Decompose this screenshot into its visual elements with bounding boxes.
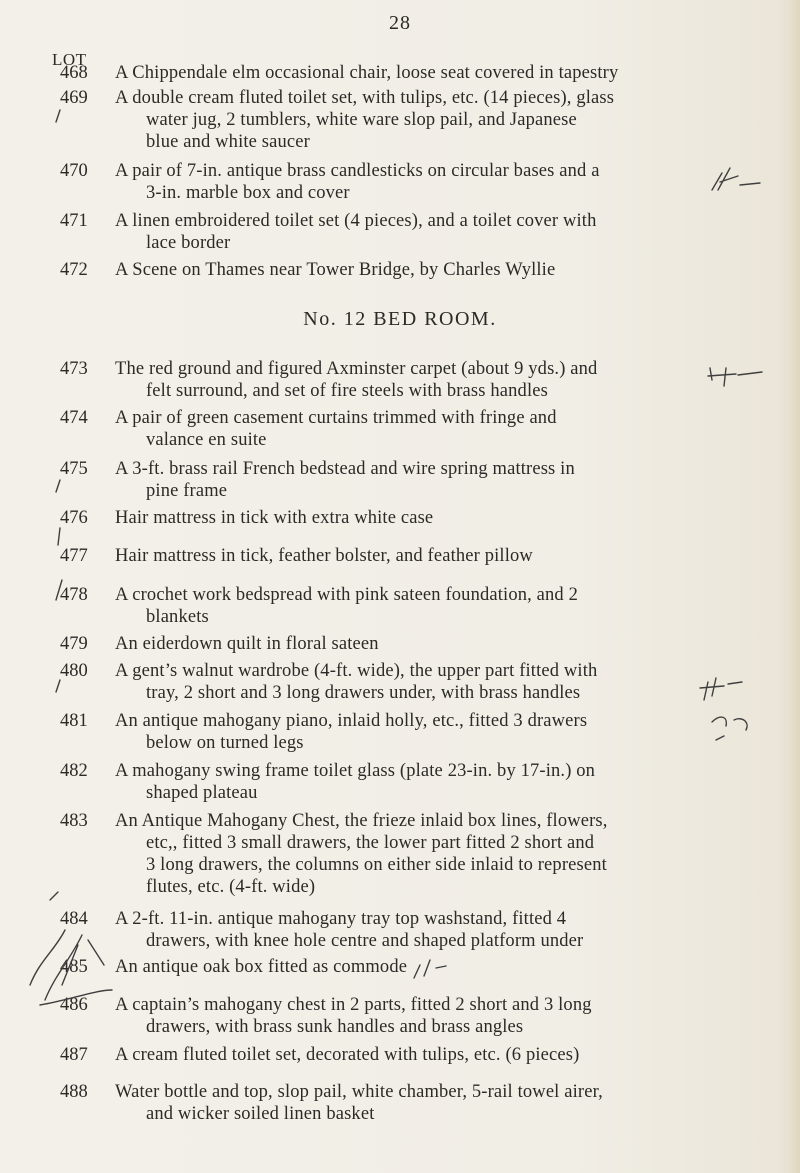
lot-number: 472 [60,260,88,280]
description-line: pine frame [146,481,228,501]
lot-description [115,584,725,628]
lot-description [115,908,725,952]
lot-number: 469 [60,88,88,108]
description-line: 3-in. marble box and cover [146,183,350,203]
description-line: Hair mattress in tick, feather bolster, and feather pillow [115,546,533,566]
description-line: and wicker soiled linen basket [146,1104,375,1124]
lot-number: 468 [60,63,88,83]
description-line: 3 long drawers, the columns on either side inlaid to represent [146,855,607,875]
description-line: drawers, with brass sunk handles and brass angles [146,1017,524,1037]
lot-description [115,507,725,529]
description-line: water jug, 2 tumblers, white ware slop pail, and Japanese [146,110,577,130]
description-line: etc,, fitted 3 small drawers, the lower part fitted 2 short and [146,833,595,853]
lot-number: 470 [60,161,88,181]
lot-number: 487 [60,1045,88,1065]
description-line: A Chippendale elm occasional chair, loose seat covered in tapestry [115,63,619,83]
description-line: blankets [146,607,209,627]
section-heading: No. 12 BED ROOM. [303,308,497,330]
lot-description [115,259,725,281]
lot-description [115,62,725,84]
description-line: below on turned legs [146,733,304,753]
lot-description [115,160,725,204]
description-line: shaped plateau [146,783,258,803]
description-line: valance en suite [146,430,267,450]
description-line: lace border [146,233,231,253]
description-line: A linen embroidered toilet set (4 pieces), and a toilet cover with [115,211,597,231]
lot-description [115,660,725,704]
lot-description [115,760,725,804]
description-line: A 2-ft. 11-in. antique mahogany tray top washstand, fitted 4 [115,909,567,929]
lot-number: 479 [60,634,88,654]
lot-number: 473 [60,359,88,379]
lot-number: 488 [60,1082,88,1102]
lot-number: 485 [60,957,88,977]
description-line: An antique mahogany piano, inlaid holly, etc., fitted 3 drawers [115,711,588,731]
description-line: A crochet work bedspread with pink sateen foundation, and 2 [115,585,579,605]
description-line: A Scene on Thames near Tower Bridge, by Charles Wyllie [115,260,556,280]
lot-number: 478 [60,585,88,605]
description-line: A captain’s mahogany chest in 2 parts, fitted 2 short and 3 long [115,995,592,1015]
description-line: flutes, etc. (4-ft. wide) [146,877,316,897]
description-line: A pair of green casement curtains trimmed with fringe and [115,408,557,428]
description-line: The red ground and figured Axminster carpet (about 9 yds.) and [115,359,598,379]
lot-number: 484 [60,909,88,929]
lot-description [115,1044,725,1066]
description-line: A cream fluted toilet set, decorated with tulips, etc. (6 pieces) [115,1045,580,1065]
lot-number: 483 [60,811,88,831]
lot-number: 482 [60,761,88,781]
lot-number: 475 [60,459,88,479]
description-line: A gent’s walnut wardrobe (4-ft. wide), the upper part fitted with [115,661,598,681]
lot-number: 480 [60,661,88,681]
lot-description [115,458,725,502]
lot-description [115,810,725,898]
description-line: blue and white saucer [146,132,310,152]
description-line: An antique oak box fitted as commode [115,957,408,977]
description-line: A double cream fluted toilet set, with tulips, etc. (14 pieces), glass [115,88,615,108]
lot-number: 474 [60,408,88,428]
description-line: An Antique Mahogany Chest, the frieze inlaid box lines, flowers, [115,811,608,831]
page-number: 28 [389,12,411,34]
lot-description [115,1081,725,1125]
description-line: Hair mattress in tick with extra white case [115,508,434,528]
lot-number: 471 [60,211,88,231]
description-line: drawers, with knee hole centre and shaped platform under [146,931,584,951]
lot-description [115,545,725,567]
lot-description [115,210,725,254]
lot-description [115,994,725,1038]
lot-number: 486 [60,995,88,1015]
lot-description [115,358,725,402]
lot-description [115,710,725,754]
description-line: tray, 2 short and 3 long drawers under, with brass handles [146,683,581,703]
lot-description [115,87,725,153]
lot-column-header: LOT [52,50,87,69]
lot-description [115,956,725,978]
description-line: A pair of 7-in. antique brass candlesticks on circular bases and a [115,161,600,181]
description-line: A 3-ft. brass rail French bedstead and wire spring mattress in [115,459,575,479]
description-line: A mahogany swing frame toilet glass (plate 23-in. by 17-in.) on [115,761,596,781]
description-line: felt surround, and set of fire steels with brass handles [146,381,548,401]
lot-number: 476 [60,508,88,528]
lot-number: 481 [60,711,88,731]
lot-number: 477 [60,546,88,566]
lot-description [115,633,725,655]
description-line: An eiderdown quilt in floral sateen [115,634,379,654]
page-edge-shadow [790,0,800,1173]
description-line: Water bottle and top, slop pail, white chamber, 5-rail towel airer, [115,1082,603,1102]
lot-description [115,407,725,451]
